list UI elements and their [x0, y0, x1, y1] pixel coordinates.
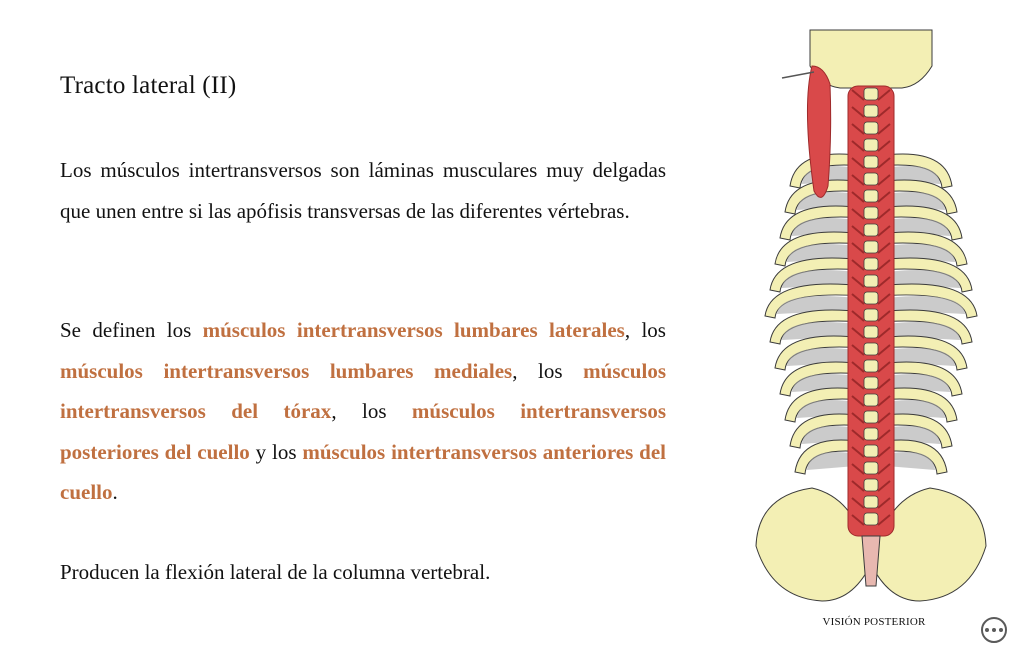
- more-options-icon: [985, 628, 989, 632]
- vertebra: [864, 241, 878, 253]
- more-options-button[interactable]: [981, 617, 1007, 643]
- text-segment: , los: [624, 318, 666, 342]
- vertebra: [864, 513, 878, 525]
- vertebra: [864, 360, 878, 372]
- vertebra: [864, 411, 878, 423]
- vertebra: [864, 377, 878, 389]
- link-intertransversos-posteriores-cuello[interactable]: músculos intertransversos posteriores del cuello: [60, 399, 666, 464]
- text-segment: .: [112, 480, 118, 504]
- page-title: Tracto lateral (II): [60, 72, 237, 99]
- vertebral-column: [848, 86, 894, 536]
- link-intertransversos-torax[interactable]: músculos intertransversos del tórax: [60, 358, 666, 423]
- text-segment: y los: [249, 439, 303, 464]
- sacrum: [862, 536, 880, 586]
- vertebra: [864, 394, 878, 406]
- muscles-paragraph: [60, 310, 666, 513]
- vertebra: [864, 309, 878, 321]
- function-paragraph: Producen la flexión lateral de la columna vertebral.: [60, 560, 491, 584]
- text-segment: , los: [331, 399, 412, 423]
- vertebra: [864, 479, 878, 491]
- vertebra: [864, 462, 878, 474]
- link-intertransversos-anteriores-cuello[interactable]: músculos intertransversos anteriores del cuello: [60, 439, 666, 504]
- figure-caption: VISIÓN POSTERIOR: [822, 616, 926, 628]
- link-intertransversos-lumbares-mediales[interactable]: músculos intertransversos lumbares mediales: [60, 358, 513, 383]
- vertebra: [864, 292, 878, 304]
- vertebra: [864, 105, 878, 117]
- vertebra: [864, 258, 878, 270]
- vertebra: [864, 139, 878, 151]
- vertebra: [864, 88, 878, 100]
- vertebra: [864, 207, 878, 219]
- intro-paragraph: Los músculos intertransversos son láminas musculares muy delgadas que unen entre si las apófisis transversas de las diferentes vértebras.: [60, 158, 666, 223]
- vertebra: [864, 122, 878, 134]
- text-segment: , los: [512, 358, 584, 383]
- probe-line: [782, 72, 814, 78]
- vertebra: [864, 173, 878, 185]
- link-intertransversos-lumbares-laterales[interactable]: músculos intertransversos lumbares laterales: [202, 318, 625, 342]
- text-segment: Se definen los: [60, 318, 203, 342]
- more-options-icon-dot: [992, 628, 996, 632]
- vertebra: [864, 326, 878, 338]
- vertebra: [864, 156, 878, 168]
- vertebra: [864, 445, 878, 457]
- vertebra: [864, 275, 878, 287]
- spine-anatomy-illustration: [752, 26, 990, 602]
- more-options-icon-dot: [999, 628, 1003, 632]
- vertebra: [864, 343, 878, 355]
- vertebra: [864, 428, 878, 440]
- vertebra: [864, 496, 878, 508]
- vertebra: [864, 190, 878, 202]
- vertebra: [864, 224, 878, 236]
